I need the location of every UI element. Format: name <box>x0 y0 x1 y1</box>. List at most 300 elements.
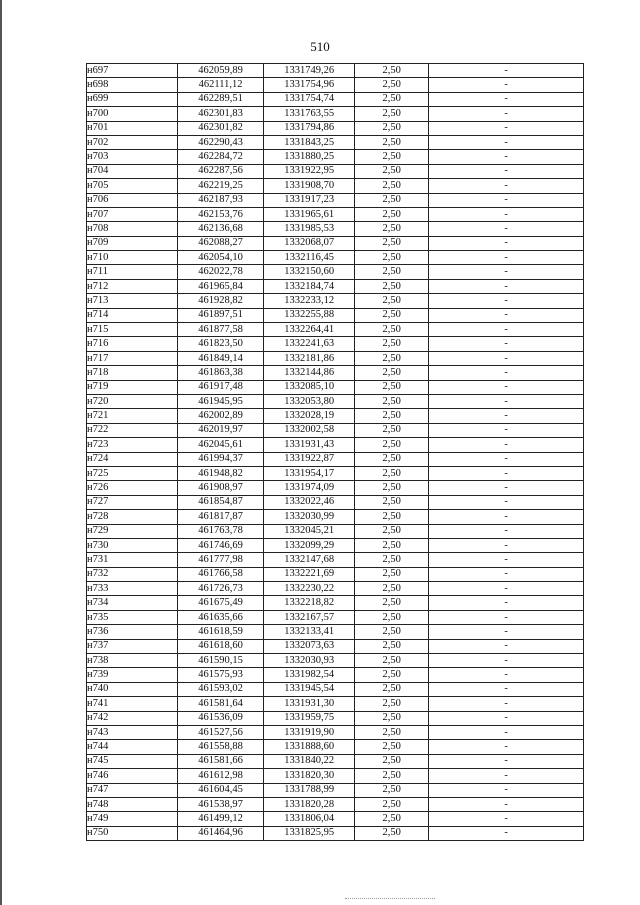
table-row <box>87 553 584 567</box>
note-cell: - <box>429 538 584 552</box>
x-coordinate-cell: 462022,78 <box>177 265 264 279</box>
x-coordinate-cell: 461948,82 <box>177 466 264 480</box>
y-coordinate-cell: 1331919,90 <box>264 725 355 739</box>
error-cell: 2,50 <box>355 452 429 466</box>
y-coordinate-cell: 1332030,99 <box>264 510 355 524</box>
point-id-cell: н735 <box>87 610 178 624</box>
note-cell: - <box>429 438 584 452</box>
point-id-cell: н725 <box>87 466 178 480</box>
y-coordinate-cell: 1332002,58 <box>264 423 355 437</box>
point-id-cell: н726 <box>87 481 178 495</box>
error-cell: 2,50 <box>355 682 429 696</box>
note-cell: - <box>429 797 584 811</box>
error-cell: 2,50 <box>355 567 429 581</box>
error-cell: 2,50 <box>355 366 429 380</box>
x-coordinate-cell: 461763,78 <box>177 524 264 538</box>
x-coordinate-cell: 461766,58 <box>177 567 264 581</box>
x-coordinate-cell: 462219,25 <box>177 179 264 193</box>
x-coordinate-cell: 461527,56 <box>177 725 264 739</box>
y-coordinate-cell: 1332085,10 <box>264 380 355 394</box>
error-cell: 2,50 <box>355 510 429 524</box>
y-coordinate-cell: 1331931,30 <box>264 697 355 711</box>
y-coordinate-cell: 1331965,61 <box>264 207 355 221</box>
point-id-cell: н698 <box>87 78 178 92</box>
x-coordinate-cell: 462002,89 <box>177 409 264 423</box>
x-coordinate-cell: 461499,12 <box>177 812 264 826</box>
point-id-cell: н733 <box>87 582 178 596</box>
note-cell: - <box>429 668 584 682</box>
error-cell: 2,50 <box>355 121 429 135</box>
point-id-cell: н732 <box>87 567 178 581</box>
point-id-cell: н724 <box>87 452 178 466</box>
y-coordinate-cell: 1331922,95 <box>264 164 355 178</box>
y-coordinate-cell: 1332030,93 <box>264 654 355 668</box>
x-coordinate-cell: 461928,82 <box>177 294 264 308</box>
point-id-cell: н734 <box>87 596 178 610</box>
y-coordinate-cell: 1331820,28 <box>264 797 355 811</box>
y-coordinate-cell: 1331945,54 <box>264 682 355 696</box>
table-row <box>87 754 584 768</box>
note-cell: - <box>429 236 584 250</box>
x-coordinate-cell: 462287,56 <box>177 164 264 178</box>
note-cell: - <box>429 783 584 797</box>
y-coordinate-cell: 1331806,04 <box>264 812 355 826</box>
y-coordinate-cell: 1332116,45 <box>264 251 355 265</box>
x-coordinate-cell: 461777,98 <box>177 553 264 567</box>
point-id-cell: н717 <box>87 351 178 365</box>
x-coordinate-cell: 461635,66 <box>177 610 264 624</box>
note-cell: - <box>429 251 584 265</box>
x-coordinate-cell: 462111,12 <box>177 78 264 92</box>
x-coordinate-cell: 461618,60 <box>177 639 264 653</box>
x-coordinate-cell: 462290,43 <box>177 135 264 149</box>
x-coordinate-cell: 462059,89 <box>177 64 264 78</box>
error-cell: 2,50 <box>355 538 429 552</box>
x-coordinate-cell: 461581,64 <box>177 697 264 711</box>
point-id-cell: н750 <box>87 826 178 840</box>
note-cell: - <box>429 754 584 768</box>
error-cell: 2,50 <box>355 236 429 250</box>
error-cell: 2,50 <box>355 265 429 279</box>
note-cell: - <box>429 78 584 92</box>
error-cell: 2,50 <box>355 582 429 596</box>
error-cell: 2,50 <box>355 323 429 337</box>
note-cell: - <box>429 409 584 423</box>
point-id-cell: н700 <box>87 107 178 121</box>
y-coordinate-cell: 1331917,23 <box>264 193 355 207</box>
point-id-cell: н720 <box>87 394 178 408</box>
note-cell: - <box>429 193 584 207</box>
y-coordinate-cell: 1331985,53 <box>264 222 355 236</box>
table-row <box>87 797 584 811</box>
error-cell: 2,50 <box>355 783 429 797</box>
y-coordinate-cell: 1331843,25 <box>264 135 355 149</box>
point-id-cell: н714 <box>87 308 178 322</box>
point-id-cell: н742 <box>87 711 178 725</box>
point-id-cell: н701 <box>87 121 178 135</box>
note-cell: - <box>429 423 584 437</box>
note-cell: - <box>429 769 584 783</box>
y-coordinate-cell: 1331749,26 <box>264 64 355 78</box>
x-coordinate-cell: 461746,69 <box>177 538 264 552</box>
x-coordinate-cell: 461675,49 <box>177 596 264 610</box>
point-id-cell: н729 <box>87 524 178 538</box>
error-cell: 2,50 <box>355 610 429 624</box>
point-id-cell: н715 <box>87 323 178 337</box>
note-cell: - <box>429 135 584 149</box>
point-id-cell: н727 <box>87 495 178 509</box>
table-row <box>87 682 584 696</box>
y-coordinate-cell: 1331974,09 <box>264 481 355 495</box>
x-coordinate-cell: 461593,02 <box>177 682 264 696</box>
error-cell: 2,50 <box>355 409 429 423</box>
y-coordinate-cell: 1332264,41 <box>264 323 355 337</box>
point-id-cell: н716 <box>87 337 178 351</box>
point-id-cell: н722 <box>87 423 178 437</box>
error-cell: 2,50 <box>355 754 429 768</box>
note-cell: - <box>429 279 584 293</box>
point-id-cell: н706 <box>87 193 178 207</box>
note-cell: - <box>429 682 584 696</box>
note-cell: - <box>429 337 584 351</box>
note-cell: - <box>429 654 584 668</box>
note-cell: - <box>429 553 584 567</box>
table-row <box>87 251 584 265</box>
table-row <box>87 193 584 207</box>
bottom-scan-mark <box>345 898 435 900</box>
y-coordinate-cell: 1332167,57 <box>264 610 355 624</box>
x-coordinate-cell: 461823,50 <box>177 337 264 351</box>
point-id-cell: н711 <box>87 265 178 279</box>
table-row <box>87 265 584 279</box>
point-id-cell: н747 <box>87 783 178 797</box>
page-edge-rule <box>0 0 2 905</box>
note-cell: - <box>429 567 584 581</box>
table-row <box>87 725 584 739</box>
note-cell: - <box>429 222 584 236</box>
point-id-cell: н713 <box>87 294 178 308</box>
error-cell: 2,50 <box>355 193 429 207</box>
note-cell: - <box>429 121 584 135</box>
error-cell: 2,50 <box>355 797 429 811</box>
point-id-cell: н697 <box>87 64 178 78</box>
point-id-cell: н745 <box>87 754 178 768</box>
error-cell: 2,50 <box>355 251 429 265</box>
y-coordinate-cell: 1331794,86 <box>264 121 355 135</box>
table-row <box>87 438 584 452</box>
table-row <box>87 236 584 250</box>
table-row <box>87 222 584 236</box>
y-coordinate-cell: 1332099,29 <box>264 538 355 552</box>
table-row <box>87 135 584 149</box>
point-id-cell: н719 <box>87 380 178 394</box>
y-coordinate-cell: 1331754,96 <box>264 78 355 92</box>
note-cell: - <box>429 323 584 337</box>
y-coordinate-cell: 1332255,88 <box>264 308 355 322</box>
point-id-cell: н704 <box>87 164 178 178</box>
table-row <box>87 826 584 840</box>
y-coordinate-cell: 1332184,74 <box>264 279 355 293</box>
error-cell: 2,50 <box>355 78 429 92</box>
point-id-cell: н730 <box>87 538 178 552</box>
y-coordinate-cell: 1332133,41 <box>264 625 355 639</box>
error-cell: 2,50 <box>355 711 429 725</box>
note-cell: - <box>429 265 584 279</box>
x-coordinate-cell: 461877,58 <box>177 323 264 337</box>
error-cell: 2,50 <box>355 351 429 365</box>
note-cell: - <box>429 308 584 322</box>
table-row <box>87 179 584 193</box>
y-coordinate-cell: 1332233,12 <box>264 294 355 308</box>
y-coordinate-cell: 1331908,70 <box>264 179 355 193</box>
x-coordinate-cell: 461994,37 <box>177 452 264 466</box>
error-cell: 2,50 <box>355 639 429 653</box>
note-cell: - <box>429 725 584 739</box>
note-cell: - <box>429 394 584 408</box>
table-row <box>87 394 584 408</box>
x-coordinate-cell: 462289,51 <box>177 92 264 106</box>
table-row <box>87 524 584 538</box>
table-row <box>87 625 584 639</box>
table-row <box>87 323 584 337</box>
y-coordinate-cell: 1331788,99 <box>264 783 355 797</box>
table-row <box>87 64 584 78</box>
y-coordinate-cell: 1332241,63 <box>264 337 355 351</box>
note-cell: - <box>429 366 584 380</box>
x-coordinate-cell: 462019,97 <box>177 423 264 437</box>
x-coordinate-cell: 461863,38 <box>177 366 264 380</box>
error-cell: 2,50 <box>355 294 429 308</box>
error-cell: 2,50 <box>355 164 429 178</box>
x-coordinate-cell: 461849,14 <box>177 351 264 365</box>
point-id-cell: н737 <box>87 639 178 653</box>
x-coordinate-cell: 461817,87 <box>177 510 264 524</box>
point-id-cell: н731 <box>87 553 178 567</box>
x-coordinate-cell: 461965,84 <box>177 279 264 293</box>
point-id-cell: н699 <box>87 92 178 106</box>
table-row <box>87 654 584 668</box>
y-coordinate-cell: 1332147,68 <box>264 553 355 567</box>
error-cell: 2,50 <box>355 481 429 495</box>
note-cell: - <box>429 826 584 840</box>
error-cell: 2,50 <box>355 654 429 668</box>
note-cell: - <box>429 639 584 653</box>
page-number: 510 <box>310 39 330 54</box>
table-row <box>87 740 584 754</box>
point-id-cell: н739 <box>87 668 178 682</box>
error-cell: 2,50 <box>355 697 429 711</box>
table-row <box>87 294 584 308</box>
error-cell: 2,50 <box>355 668 429 682</box>
note-cell: - <box>429 164 584 178</box>
note-cell: - <box>429 510 584 524</box>
note-cell: - <box>429 596 584 610</box>
error-cell: 2,50 <box>355 92 429 106</box>
y-coordinate-cell: 1332218,82 <box>264 596 355 610</box>
x-coordinate-cell: 461908,97 <box>177 481 264 495</box>
point-id-cell: н702 <box>87 135 178 149</box>
y-coordinate-cell: 1331931,43 <box>264 438 355 452</box>
table-row <box>87 366 584 380</box>
note-cell: - <box>429 179 584 193</box>
table-row <box>87 409 584 423</box>
error-cell: 2,50 <box>355 135 429 149</box>
table-row <box>87 582 584 596</box>
x-coordinate-cell: 461618,59 <box>177 625 264 639</box>
point-id-cell: н744 <box>87 740 178 754</box>
x-coordinate-cell: 461464,96 <box>177 826 264 840</box>
table-row <box>87 308 584 322</box>
table-row <box>87 150 584 164</box>
x-coordinate-cell: 462301,83 <box>177 107 264 121</box>
note-cell: - <box>429 92 584 106</box>
note-cell: - <box>429 495 584 509</box>
note-cell: - <box>429 610 584 624</box>
x-coordinate-cell: 462284,72 <box>177 150 264 164</box>
y-coordinate-cell: 1332181,86 <box>264 351 355 365</box>
point-id-cell: н718 <box>87 366 178 380</box>
coordinates-table-body <box>87 64 584 841</box>
table-row <box>87 668 584 682</box>
y-coordinate-cell: 1331959,75 <box>264 711 355 725</box>
error-cell: 2,50 <box>355 740 429 754</box>
note-cell: - <box>429 524 584 538</box>
x-coordinate-cell: 462054,10 <box>177 251 264 265</box>
table-row <box>87 164 584 178</box>
y-coordinate-cell: 1332053,80 <box>264 394 355 408</box>
error-cell: 2,50 <box>355 812 429 826</box>
table-row <box>87 92 584 106</box>
table-row <box>87 351 584 365</box>
table-row <box>87 481 584 495</box>
y-coordinate-cell: 1331754,74 <box>264 92 355 106</box>
table-row <box>87 207 584 221</box>
error-cell: 2,50 <box>355 495 429 509</box>
x-coordinate-cell: 461538,97 <box>177 797 264 811</box>
x-coordinate-cell: 462088,27 <box>177 236 264 250</box>
note-cell: - <box>429 207 584 221</box>
note-cell: - <box>429 625 584 639</box>
table-row <box>87 769 584 783</box>
y-coordinate-cell: 1331880,25 <box>264 150 355 164</box>
error-cell: 2,50 <box>355 769 429 783</box>
table-row <box>87 711 584 725</box>
table-row <box>87 380 584 394</box>
note-cell: - <box>429 812 584 826</box>
point-id-cell: н746 <box>87 769 178 783</box>
error-cell: 2,50 <box>355 826 429 840</box>
y-coordinate-cell: 1332022,46 <box>264 495 355 509</box>
x-coordinate-cell: 462136,68 <box>177 222 264 236</box>
error-cell: 2,50 <box>355 279 429 293</box>
error-cell: 2,50 <box>355 423 429 437</box>
error-cell: 2,50 <box>355 725 429 739</box>
error-cell: 2,50 <box>355 337 429 351</box>
y-coordinate-cell: 1332221,69 <box>264 567 355 581</box>
table-row <box>87 279 584 293</box>
x-coordinate-cell: 461945,95 <box>177 394 264 408</box>
x-coordinate-cell: 461612,98 <box>177 769 264 783</box>
x-coordinate-cell: 462153,76 <box>177 207 264 221</box>
x-coordinate-cell: 462045,61 <box>177 438 264 452</box>
error-cell: 2,50 <box>355 524 429 538</box>
error-cell: 2,50 <box>355 308 429 322</box>
point-id-cell: н738 <box>87 654 178 668</box>
x-coordinate-cell: 461897,51 <box>177 308 264 322</box>
y-coordinate-cell: 1332073,63 <box>264 639 355 653</box>
x-coordinate-cell: 462187,93 <box>177 193 264 207</box>
error-cell: 2,50 <box>355 222 429 236</box>
x-coordinate-cell: 461536,09 <box>177 711 264 725</box>
point-id-cell: н728 <box>87 510 178 524</box>
note-cell: - <box>429 452 584 466</box>
x-coordinate-cell: 461590,15 <box>177 654 264 668</box>
point-id-cell: н721 <box>87 409 178 423</box>
table-row <box>87 812 584 826</box>
y-coordinate-cell: 1331825,95 <box>264 826 355 840</box>
point-id-cell: н707 <box>87 207 178 221</box>
table-row <box>87 610 584 624</box>
y-coordinate-cell: 1331888,60 <box>264 740 355 754</box>
y-coordinate-cell: 1332045,21 <box>264 524 355 538</box>
y-coordinate-cell: 1332068,07 <box>264 236 355 250</box>
error-cell: 2,50 <box>355 207 429 221</box>
y-coordinate-cell: 1332028,19 <box>264 409 355 423</box>
y-coordinate-cell: 1331840,22 <box>264 754 355 768</box>
note-cell: - <box>429 107 584 121</box>
note-cell: - <box>429 740 584 754</box>
table-row <box>87 538 584 552</box>
x-coordinate-cell: 461726,73 <box>177 582 264 596</box>
table-row <box>87 78 584 92</box>
point-id-cell: н710 <box>87 251 178 265</box>
error-cell: 2,50 <box>355 150 429 164</box>
note-cell: - <box>429 64 584 78</box>
table-row <box>87 495 584 509</box>
error-cell: 2,50 <box>355 64 429 78</box>
x-coordinate-cell: 462301,82 <box>177 121 264 135</box>
note-cell: - <box>429 380 584 394</box>
error-cell: 2,50 <box>355 107 429 121</box>
y-coordinate-cell: 1332230,22 <box>264 582 355 596</box>
note-cell: - <box>429 294 584 308</box>
point-id-cell: н748 <box>87 797 178 811</box>
error-cell: 2,50 <box>355 553 429 567</box>
table-row <box>87 107 584 121</box>
y-coordinate-cell: 1331763,55 <box>264 107 355 121</box>
point-id-cell: н709 <box>87 236 178 250</box>
table-row <box>87 466 584 480</box>
point-id-cell: н743 <box>87 725 178 739</box>
point-id-cell: н736 <box>87 625 178 639</box>
table-row <box>87 423 584 437</box>
point-id-cell: н740 <box>87 682 178 696</box>
error-cell: 2,50 <box>355 596 429 610</box>
note-cell: - <box>429 466 584 480</box>
table-row <box>87 121 584 135</box>
error-cell: 2,50 <box>355 438 429 452</box>
error-cell: 2,50 <box>355 466 429 480</box>
x-coordinate-cell: 461581,66 <box>177 754 264 768</box>
x-coordinate-cell: 461575,93 <box>177 668 264 682</box>
table-row <box>87 783 584 797</box>
table-row <box>87 697 584 711</box>
y-coordinate-cell: 1331922,87 <box>264 452 355 466</box>
point-id-cell: н723 <box>87 438 178 452</box>
note-cell: - <box>429 697 584 711</box>
table-row <box>87 337 584 351</box>
note-cell: - <box>429 150 584 164</box>
